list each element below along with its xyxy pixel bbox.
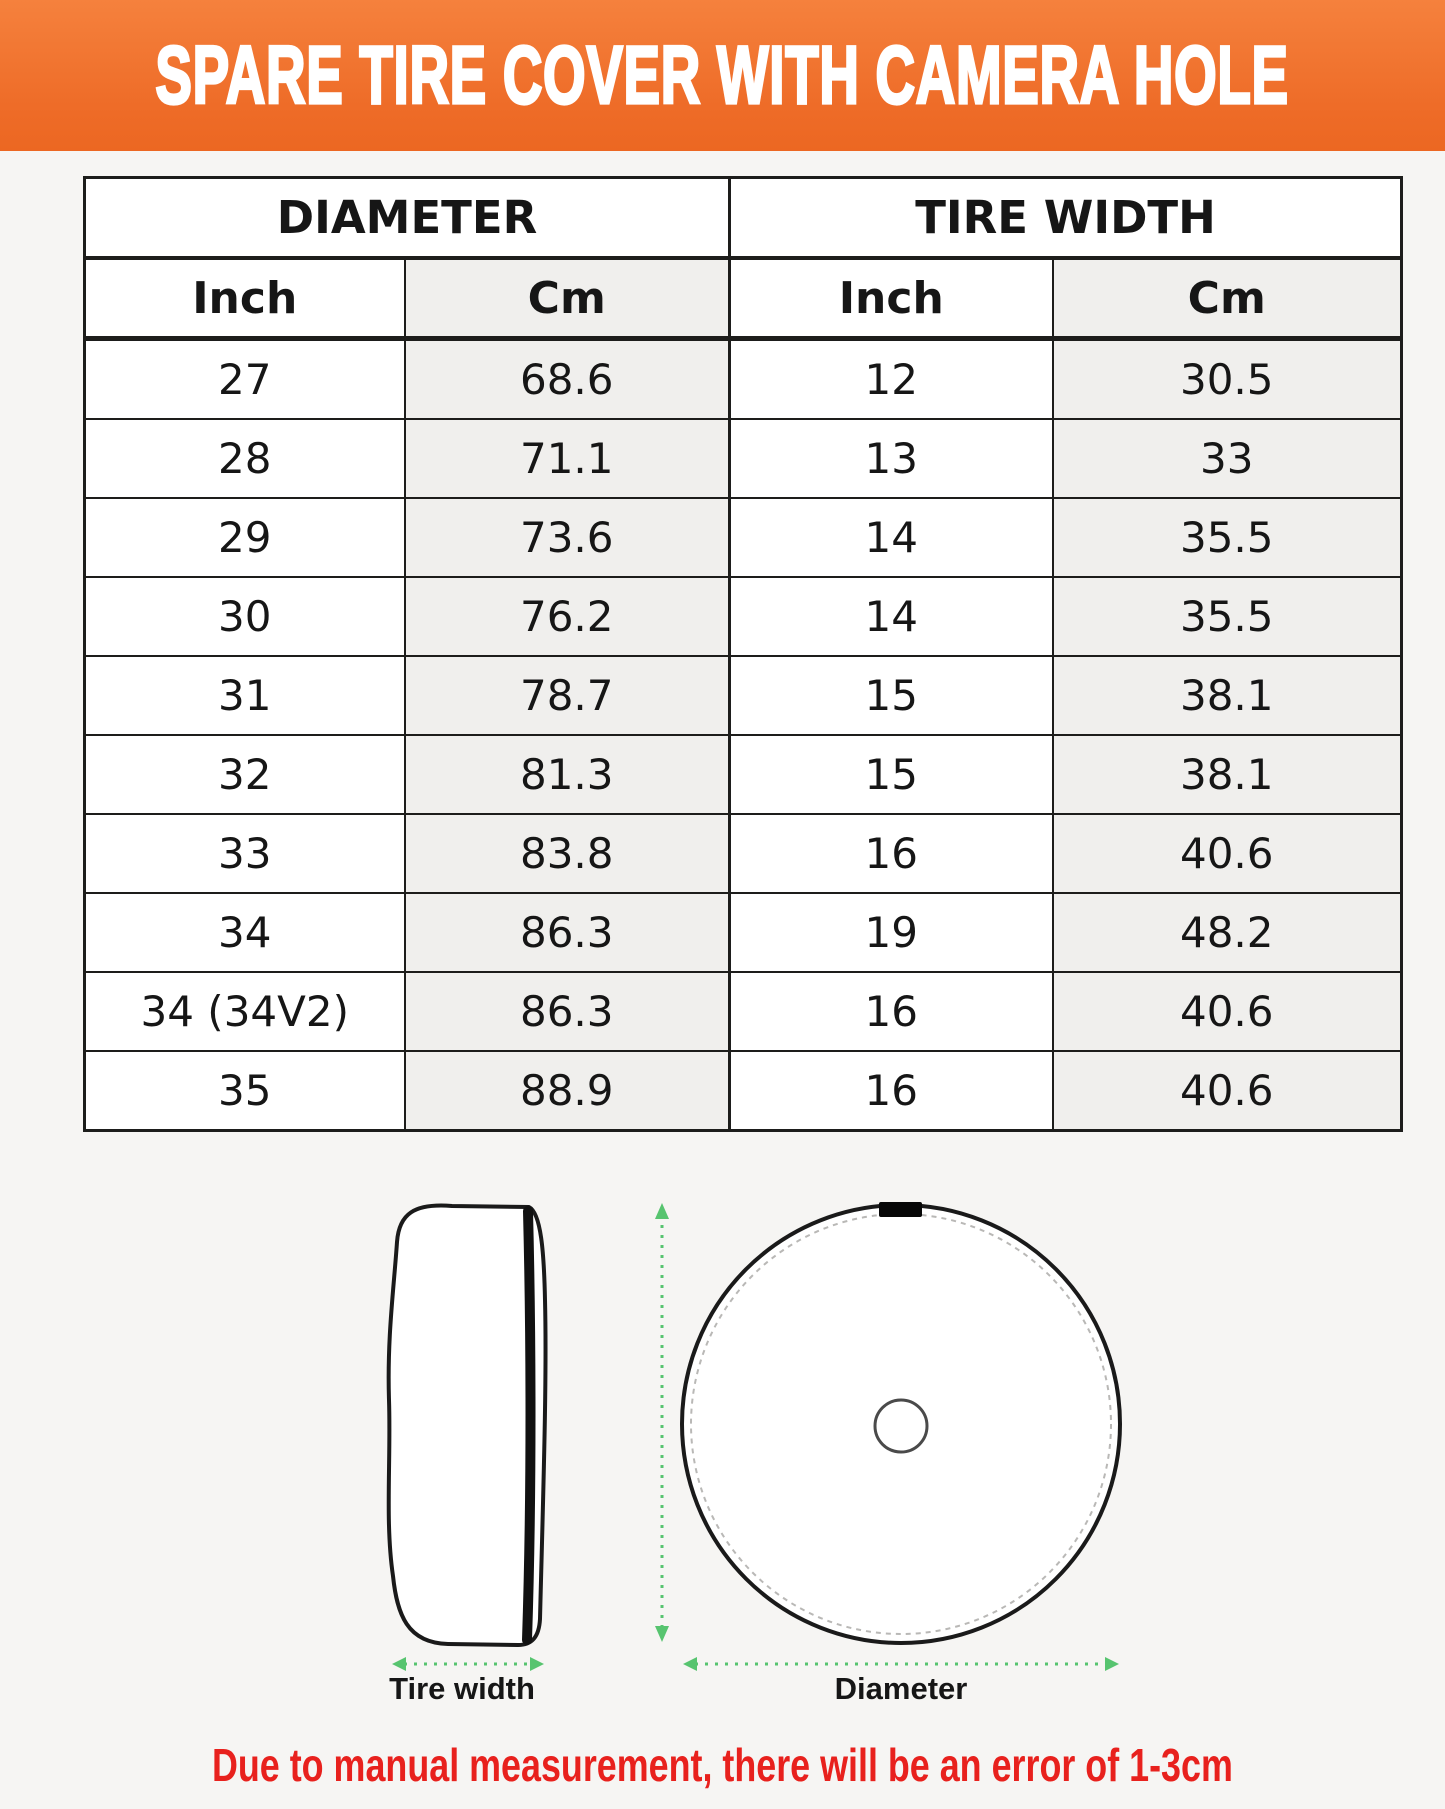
tire-width-group-header: TIRE WIDTH xyxy=(730,178,1402,259)
diameter-cm-cell: 71.1 xyxy=(405,419,730,498)
tire-width-cm-cell: 40.6 xyxy=(1053,972,1402,1051)
diameter-inch-cell: 31 xyxy=(85,656,405,735)
tire-width-inch-cell: 14 xyxy=(730,498,1053,577)
tire-width-inch-header: Inch xyxy=(730,258,1053,339)
table-row xyxy=(85,893,1402,972)
diameter-cm-cell: 76.2 xyxy=(405,577,730,656)
table-row xyxy=(85,577,1402,656)
diameter-inch-cell: 33 xyxy=(85,814,405,893)
diameter-cm-cell: 68.6 xyxy=(405,339,730,420)
group-header-row xyxy=(85,178,1402,259)
diameter-cm-cell: 88.9 xyxy=(405,1051,730,1131)
tire-width-arrow xyxy=(392,1657,544,1671)
tire-width-inch-cell: 15 xyxy=(730,735,1053,814)
measurement-note xyxy=(0,1738,1445,1792)
diameter-inch-cell: 28 xyxy=(85,419,405,498)
tire-width-cm-cell: 35.5 xyxy=(1053,498,1402,577)
diameter-label: Diameter xyxy=(834,1671,968,1706)
diameter-cm-cell: 73.6 xyxy=(405,498,730,577)
table-row xyxy=(85,972,1402,1051)
camera-hole xyxy=(875,1400,927,1452)
tire-width-inch-cell: 16 xyxy=(730,814,1053,893)
diameter-cm-cell: 81.3 xyxy=(405,735,730,814)
diameter-arrow xyxy=(683,1657,1119,1671)
tire-width-inch-cell: 15 xyxy=(730,656,1053,735)
tire-width-cm-cell: 40.6 xyxy=(1053,814,1402,893)
diameter-inch-cell: 29 xyxy=(85,498,405,577)
diameter-cm-cell: 86.3 xyxy=(405,893,730,972)
tire-width-cm-cell: 35.5 xyxy=(1053,577,1402,656)
diameter-cm-cell: 86.3 xyxy=(405,972,730,1051)
diameter-cm-cell: 83.8 xyxy=(405,814,730,893)
tire-diagram xyxy=(0,1150,1445,1809)
diameter-inch-cell: 34 (34V2) xyxy=(85,972,405,1051)
tire-side-view xyxy=(389,1206,546,1645)
vertical-dimension-arrow xyxy=(655,1203,669,1642)
subheader-row xyxy=(85,258,1402,339)
table-row xyxy=(85,814,1402,893)
diameter-inch-cell: 30 xyxy=(85,577,405,656)
diameter-group-header: DIAMETER xyxy=(85,178,730,259)
table-row xyxy=(85,419,1402,498)
tire-width-inch-cell: 16 xyxy=(730,972,1053,1051)
tire-width-inch-cell: 13 xyxy=(730,419,1053,498)
diameter-inch-cell: 34 xyxy=(85,893,405,972)
diameter-cm-header: Cm xyxy=(405,258,730,339)
table-row xyxy=(85,339,1402,420)
table-row xyxy=(85,735,1402,814)
tire-width-cm-cell: 38.1 xyxy=(1053,735,1402,814)
diameter-inch-header: Inch xyxy=(85,258,405,339)
table-row xyxy=(85,656,1402,735)
tire-width-inch-cell: 14 xyxy=(730,577,1053,656)
diameter-inch-cell: 35 xyxy=(85,1051,405,1131)
tire-width-cm-cell: 30.5 xyxy=(1053,339,1402,420)
page-title: SPARE TIRE COVER WITH CAMERA HOLE xyxy=(155,29,1290,122)
size-table xyxy=(83,176,1403,1132)
diameter-cm-cell: 78.7 xyxy=(405,656,730,735)
tire-width-inch-cell: 19 xyxy=(730,893,1053,972)
table-row xyxy=(85,498,1402,577)
tire-width-cm-header: Cm xyxy=(1053,258,1402,339)
tire-width-inch-cell: 12 xyxy=(730,339,1053,420)
top-marker xyxy=(879,1202,922,1217)
tire-front-view xyxy=(682,1202,1120,1643)
tire-width-cm-cell: 38.1 xyxy=(1053,656,1402,735)
tire-width-label: Tire width xyxy=(389,1671,535,1706)
diameter-inch-cell: 27 xyxy=(85,339,405,420)
table-row xyxy=(85,1051,1402,1131)
diameter-inch-cell: 32 xyxy=(85,735,405,814)
tire-width-cm-cell: 40.6 xyxy=(1053,1051,1402,1131)
measurement-note-text: Due to manual measurement, there will be an error of 1-3cm xyxy=(212,1739,1233,1791)
tire-width-inch-cell: 16 xyxy=(730,1051,1053,1131)
header-banner xyxy=(0,0,1445,151)
tire-width-cm-cell: 48.2 xyxy=(1053,893,1402,972)
tire-width-cm-cell: 33 xyxy=(1053,419,1402,498)
